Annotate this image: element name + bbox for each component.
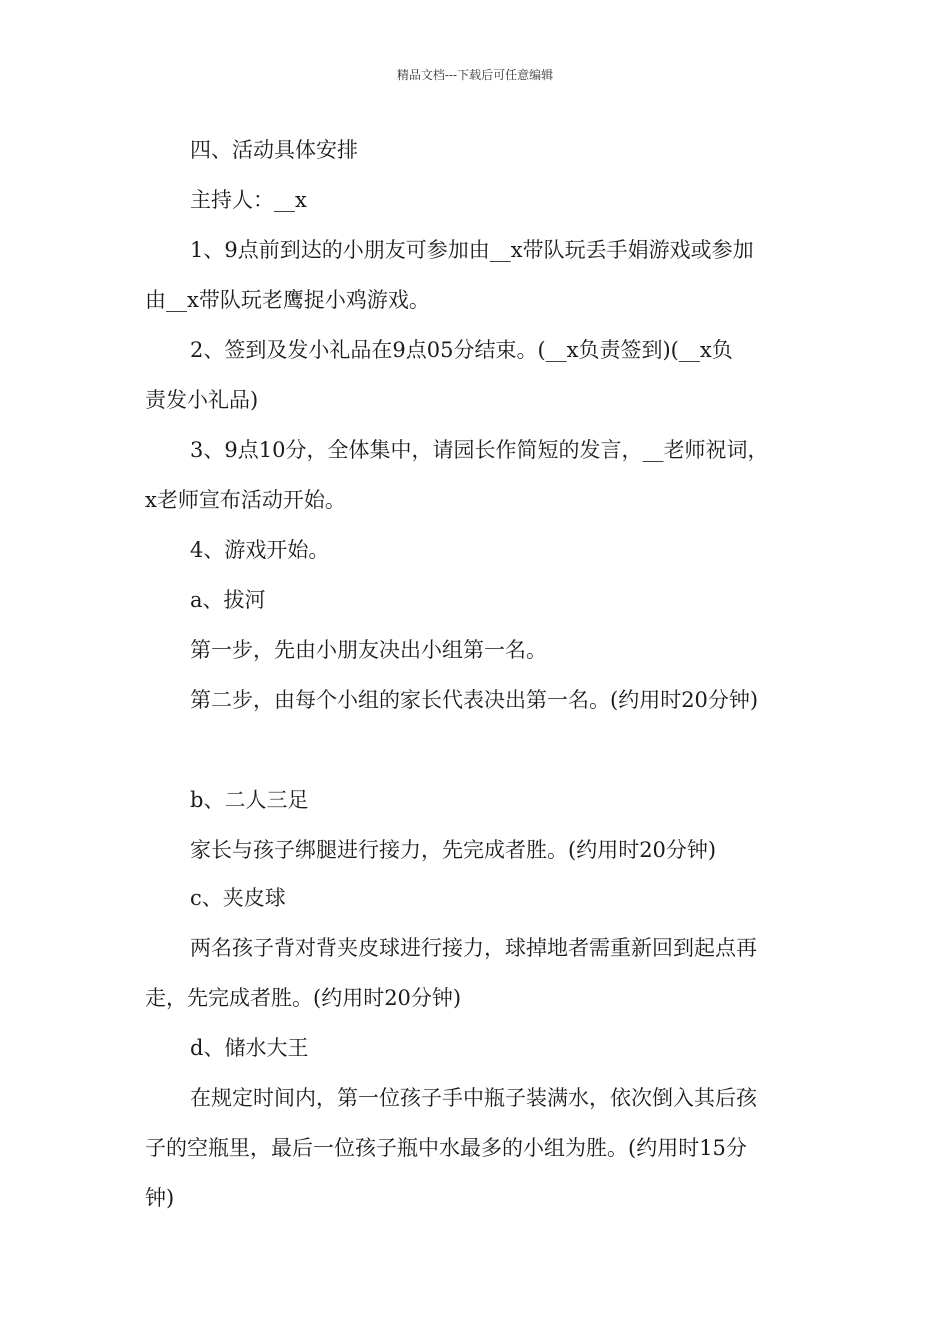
game-a-step-2: 第二步，由每个小组的家长代表决出第一名。(约用时20分钟) — [190, 688, 759, 712]
item-2-line-2: 责发小礼品) — [145, 388, 259, 412]
item-3-line-2: x老师宣布活动开始。 — [145, 488, 346, 512]
item-3-line-1: 3、9点10分，全体集中，请园长作简短的发言，__老师祝词， — [190, 438, 769, 462]
game-c-description-line-1: 两名孩子背对背夹皮球进行接力，球掉地者需重新回到起点再 — [190, 936, 757, 960]
game-c-description-line-2: 走，先完成者胜。(约用时20分钟) — [145, 986, 462, 1010]
host-line: 主持人：__x — [190, 188, 307, 212]
game-a-step-1: 第一步，先由小朋友决出小组第一名。 — [190, 638, 547, 662]
item-2-line-1: 2、签到及发小礼品在9点05分结束。(__x负责签到)(__x负 — [190, 338, 733, 362]
game-a-title: a、拔河 — [190, 588, 266, 612]
item-1-line-1: 1、9点前到达的小朋友可参加由__x带队玩丢手娟游戏或参加 — [190, 238, 754, 262]
game-d-title: d、储水大王 — [190, 1036, 309, 1060]
page-header: 精品文档---下载后可任意编辑 — [396, 68, 554, 82]
item-4-line: 4、游戏开始。 — [190, 538, 330, 562]
section-heading: 四、活动具体安排 — [190, 138, 358, 162]
game-b-title: b、二人三足 — [190, 788, 309, 812]
game-d-description-line-3: 钟) — [145, 1186, 175, 1210]
item-1-line-2: 由__x带队玩老鹰捉小鸡游戏。 — [145, 288, 430, 312]
game-d-description-line-1: 在规定时间内，第一位孩子手中瓶子装满水，依次倒入其后孩 — [190, 1086, 757, 1110]
game-d-description-line-2: 子的空瓶里，最后一位孩子瓶中水最多的小组为胜。(约用时15分 — [145, 1136, 747, 1160]
game-c-title: c、夹皮球 — [190, 886, 286, 910]
game-b-description: 家长与孩子绑腿进行接力，先完成者胜。(约用时20分钟) — [190, 838, 717, 862]
